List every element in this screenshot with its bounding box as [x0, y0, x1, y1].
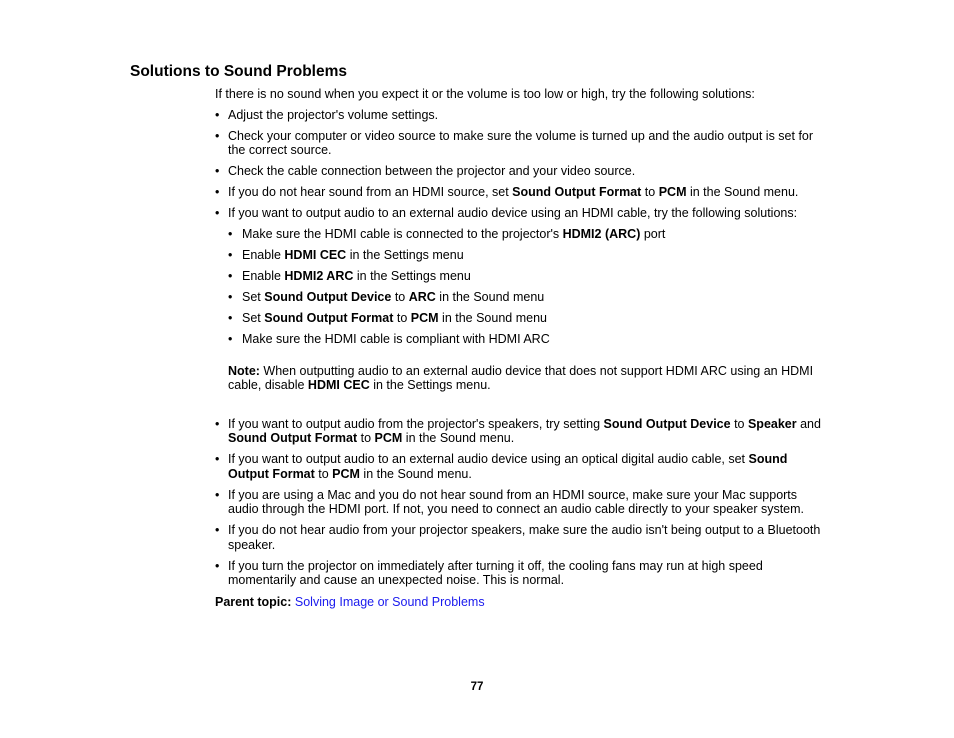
arc-sub-list — [228, 227, 827, 347]
article-body — [215, 87, 827, 609]
sub-list-item — [228, 290, 827, 305]
item-text: port — [640, 227, 666, 241]
list-item: • Check your computer or video source to make sure the volume is turned up and the audio output is set for the correct source. — [215, 129, 827, 158]
item-text: Enable — [242, 269, 285, 283]
setting-name: Sound Output Format — [228, 452, 788, 481]
item-text: in the Sound menu. — [686, 185, 799, 199]
setting-value: Speaker — [747, 416, 797, 431]
item-text: to — [393, 311, 411, 325]
setting-name: Sound Output Device — [603, 416, 731, 431]
item-text: to — [641, 185, 659, 199]
item-text: Set — [242, 311, 265, 325]
setting-name: Sound Output Device — [264, 290, 392, 304]
page-number: 77 — [470, 681, 484, 693]
list-item: • Adjust the projector's volume settings. — [215, 108, 827, 123]
sub-list-item — [228, 248, 827, 263]
sub-list-item — [228, 269, 827, 284]
item-text: in the Sound menu — [438, 311, 547, 325]
parent-topic-label: Parent topic: — [215, 594, 292, 609]
list-item-hdmi-source — [215, 185, 827, 200]
intro-text: If there is no sound when you expect it or the volume is too low or high, try the following solutions: — [215, 87, 755, 101]
sub-list-item: • Make sure the HDMI cable is compliant with HDMI ARC — [228, 332, 827, 347]
list-item-hdmi-arc — [215, 206, 827, 393]
item-text: in the Settings menu — [353, 269, 471, 283]
note-text: in the Settings menu. — [369, 378, 491, 392]
sub-list-item — [228, 311, 827, 326]
list-item: • Check the cable connection between the projector and your video source. — [215, 164, 827, 179]
note-label: Note: — [228, 363, 260, 378]
list-item: • If you turn the projector on immediately after turning it off, the cooling fans may run at high speed momentarily and cause an unexpected noise. This is normal. — [215, 559, 827, 588]
setting-name: Sound Output Format — [228, 431, 358, 445]
setting-value: ARC — [408, 290, 436, 304]
list-item: • If you do not hear audio from your projector speakers, make sure the audio isn't being output to a Bluetooth speaker. — [215, 523, 827, 552]
setting-value: PCM — [658, 185, 687, 199]
item-text: Make sure the HDMI cable is connected to the projector's — [242, 227, 563, 241]
parent-topic-link[interactable]: Solving Image or Sound Problems — [294, 594, 485, 609]
port-name: HDMI2 (ARC) — [562, 227, 641, 241]
setting-name: HDMI2 ARC — [284, 269, 354, 283]
item-text: to — [357, 431, 375, 445]
item-text: Enable — [242, 248, 285, 262]
setting-value: PCM — [332, 466, 360, 481]
solutions-list — [215, 108, 827, 588]
item-text: Set — [242, 290, 265, 304]
item-text: in the Sound menu — [435, 290, 545, 304]
item-text: to — [391, 290, 409, 304]
item-text: to — [730, 416, 748, 431]
setting-name: Sound Output Format — [512, 185, 642, 199]
note-text: When outputting audio to an external audio device that does not support HDMI ARC using an HDMI cable, disable — [228, 363, 814, 392]
page-title: Solutions to Sound Problems — [130, 63, 347, 80]
item-text: If you do not hear sound from an HDMI source, set — [228, 185, 513, 199]
note-block — [228, 364, 827, 393]
parent-topic — [215, 595, 827, 610]
item-text: in the Sound menu. — [359, 466, 472, 481]
list-item-optical — [215, 452, 827, 481]
item-text: in the Sound menu. — [402, 431, 515, 445]
setting-name: HDMI CEC — [307, 378, 370, 392]
item-text: If you want to output audio to an external audio device using an optical digital audio cable, set — [228, 452, 749, 466]
item-text: to — [314, 466, 333, 481]
item-text: If you want to output audio to an external audio device using an HDMI cable, try the following solutions: — [228, 206, 798, 220]
item-text: in the Settings menu — [346, 248, 464, 262]
item-text: and — [796, 416, 821, 431]
setting-value: PCM — [410, 311, 439, 325]
list-item-speakers — [215, 417, 827, 446]
item-text: If you want to output audio from the projector's speakers, try setting — [228, 416, 604, 431]
setting-name: HDMI CEC — [284, 248, 347, 262]
setting-name: Sound Output Format — [264, 311, 394, 325]
setting-value: PCM — [374, 431, 403, 445]
sub-list-item — [228, 227, 827, 242]
list-item: • If you are using a Mac and you do not hear sound from an HDMI source, make sure your Mac supports audio through the HDMI port. If not, you need to connect an audio cable directly to your speaker system. — [215, 488, 827, 517]
